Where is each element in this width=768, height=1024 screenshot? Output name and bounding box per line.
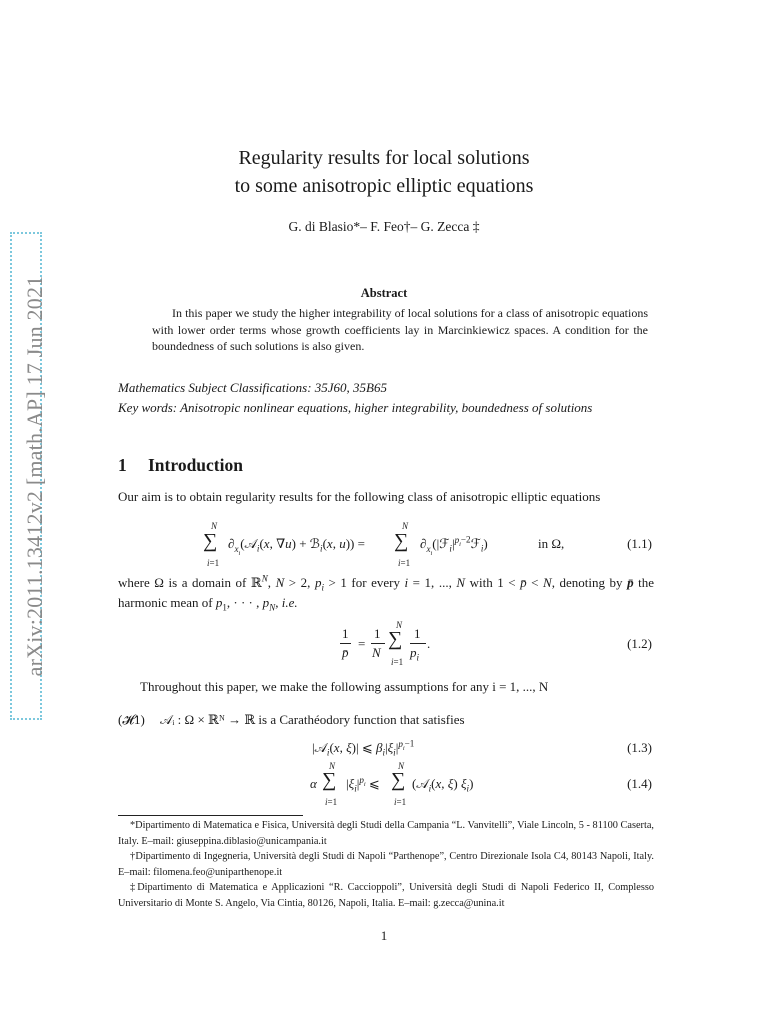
intro-paragraph-1: Our aim is to obtain regularity results for the following class of anisotropic elliptic equations <box>118 489 601 504</box>
page-number: 1 <box>380 928 388 943</box>
footnote-2: †Dipartimento di Ingegneria, Università degli Studi di Napoli “Parthenope”, Centro Direzionale Isola C4, 80143 Napoli, Italy. E–mail: filomena.feo@uniparthenope.it <box>118 851 654 878</box>
assumption-label: (𝓗1) <box>118 712 145 727</box>
equation-number-1-3: (1.3) <box>627 740 652 755</box>
footnote-3: ‡Dipartimento di Matematica e Applicazioni “R. Caccioppoli”, Università degli Studi di Napoli Federico II, Complesso Universitario di Monte S. Angelo, Via Cintia, 80126, Napoli, Italia. E–mail: g.zecca@unina.it <box>118 882 654 909</box>
abstract-body: In this paper we study the higher integrability of local solutions for a class of anisotropic equations with lower order terms whose growth coefficients lay in Marcinkiewicz spaces. A condition for the boundedness of such solutions is also given. <box>152 306 648 353</box>
section-title: Introduction <box>148 455 243 475</box>
arxiv-identifier: arXiv:2011.13412v2 [math.AP] 17 Jun 2021 <box>22 275 47 677</box>
equation-domain: in Ω, <box>538 536 565 551</box>
keywords: Key words: Anisotropic nonlinear equations, higher integrability, boundedness of solutions <box>118 400 593 415</box>
section-number: 1 <box>118 455 127 475</box>
intro-paragraph-2: where Ω is a domain of ℝ$^N$, N > 2, $p_i > 1$ for every i = 1, ..., N with 1 < p̄ < N, denoting by p̄ the harmonic mean of $p_1$, · · · , $p_N$, i.e. <box>118 573 654 613</box>
subject-classifications: Mathematics Subject Classifications: 35J60, 35B65 <box>118 380 387 395</box>
abstract-heading: Abstract <box>360 286 408 300</box>
footnote-1: *Dipartimento di Matematica e Fisica, Università degli Studi della Campania “L. Vanvitelli”, Viale Lincoln, 5 - 81100 Caserta, Italy. E–mail: giuseppina.diblasio@unicampania.it <box>118 820 654 847</box>
assumption-text: 𝒜ᵢ : Ω × ℝᴺ → ℝ is a Carathéodory function that satisfies <box>160 712 465 727</box>
authors: G. di Blasio*– F. Feo†– G. Zecca ‡ <box>288 219 480 234</box>
equation-number-1-2: (1.2) <box>627 636 652 651</box>
paper-title-line-1: Regularity results for local solutions <box>238 147 530 169</box>
equation-number-1-4: (1.4) <box>627 776 652 791</box>
section-heading <box>118 455 243 476</box>
footnote-rule <box>118 815 303 816</box>
paper-title-line-2: to some anisotropic elliptic equations <box>234 175 534 197</box>
equation-number-1-1: (1.1) <box>627 536 652 551</box>
intro-paragraph-3: Throughout this paper, we make the following assumptions for any i = 1, ..., N <box>140 679 549 694</box>
